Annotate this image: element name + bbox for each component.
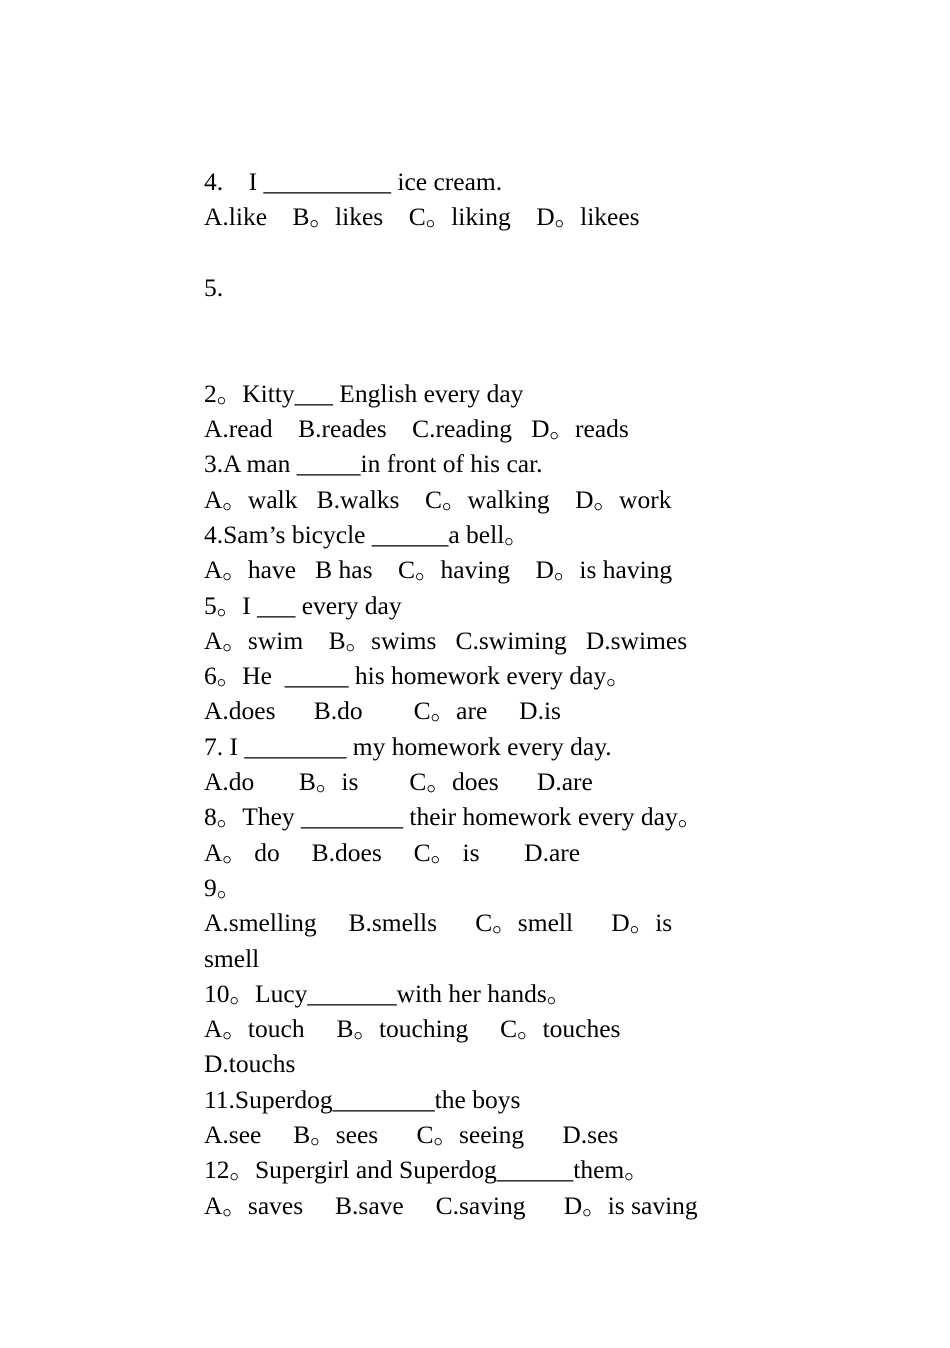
- question-4-line: 4. I __________ ice cream.: [204, 167, 503, 196]
- question-4b-options: A。have B has C。having D。is having: [204, 555, 673, 585]
- question-2-line: 2。Kitty___ English every day: [204, 378, 524, 408]
- question-7-line: 7. I ________ my homework every day.: [204, 731, 612, 761]
- question-4-options: A.like B。likes C。liking D。likees: [204, 202, 640, 232]
- question-3-options: A。walk B.walks C。walking D。work: [204, 484, 672, 514]
- question-10-line: 10。Lucy_______with her hands。: [204, 978, 573, 1008]
- question-2-options: A.read B.reades C.reading D。reads: [204, 414, 629, 444]
- question-3-line: 3.A man _____in front of his car.: [204, 449, 543, 479]
- question-6-options: A.does B.do C。are D.is: [204, 696, 561, 726]
- question-11-line: 11.Superdog________the boys: [204, 1084, 521, 1114]
- question-9-line: 9。: [204, 872, 243, 902]
- spacer: [204, 305, 764, 376]
- question-6-line: 6。He _____ his homework every day。: [204, 661, 632, 691]
- question-5b-line: 5。I ___ every day: [204, 590, 402, 620]
- question-5b-options: A。swim B。swims C.swiming D.swimes: [204, 625, 688, 655]
- question-9-options: A.smelling B.smells C。smell D。is: [204, 908, 673, 938]
- question-12-line: 12。Supergirl and Superdog______them。: [204, 1155, 650, 1185]
- question-12-options: A。saves B.save C.saving D。is saving: [204, 1190, 698, 1220]
- question-8-line: 8。They ________ their homework every day。: [204, 802, 704, 832]
- question-11-options: A.see B。sees C。seeing D.ses: [204, 1120, 619, 1150]
- question-10-options-cont: D.touchs: [204, 1049, 296, 1079]
- question-10-options: A。touch B。touching C。touches: [204, 1014, 621, 1044]
- question-4b-line: 4.Sam’s bicycle ______a bell。: [204, 519, 530, 549]
- question-9-options-cont: smell: [204, 943, 260, 973]
- worksheet: [204, 164, 764, 1223]
- spacer: [204, 235, 764, 270]
- question-8-options: A。 do B.does C。 is D.are: [204, 837, 581, 867]
- question-5-number: 5.: [204, 272, 224, 302]
- question-7-options: A.do B。is C。does D.are: [204, 767, 593, 797]
